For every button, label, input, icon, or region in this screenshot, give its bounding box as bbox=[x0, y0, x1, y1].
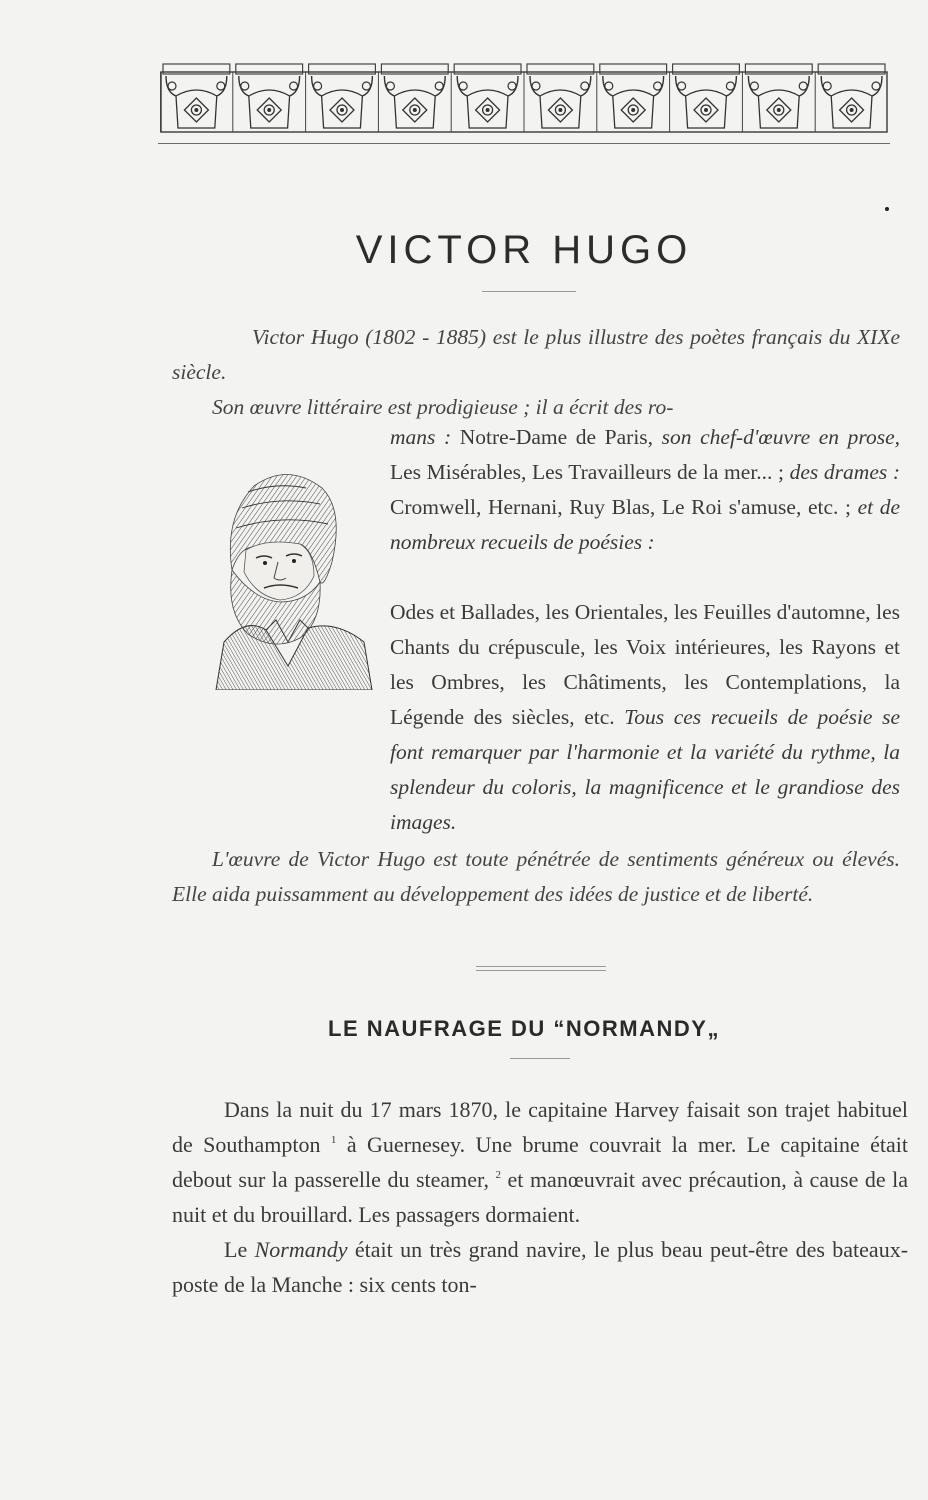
story-p1-part-a: Dans la nuit du 17 mars 1870, le capitaine Harvey faisait son trajet habituel de Southampton bbox=[172, 1097, 908, 1157]
story-p2-part-b: était un très grand navire, le plus beau peut-être des bateaux-poste de la Manche : six cents ton- bbox=[172, 1237, 909, 1297]
ornamental-frieze bbox=[160, 62, 888, 134]
frieze-tile bbox=[815, 64, 885, 132]
bio-text bbox=[390, 420, 900, 560]
story-paragraph-2 bbox=[172, 1232, 908, 1302]
poesies-titles: Odes et Ballades, les Orientales, les Feuilles d'automne, les Chants du crépuscule, les Voix intérieures, les Rayons et les Ombres, les Châtiments, les Contemplations, la Légende des siècles, etc. bbox=[390, 600, 900, 729]
section-rule-1 bbox=[476, 966, 606, 967]
section-rule-2 bbox=[476, 970, 606, 971]
drames-titles: Cromwell, Hernani, Ruy Blas, Le Roi s'amuse, etc. ; bbox=[390, 495, 851, 519]
intro bbox=[172, 320, 900, 425]
conclusion: L'œuvre de Victor Hugo est toute pénétrée de sentiments généreux ou élevés. Elle aida puissamment au développement des idées de justice et de liberté. bbox=[172, 847, 900, 906]
footnote-ref-1[interactable]: 1 bbox=[330, 1134, 337, 1146]
frieze-tile bbox=[597, 64, 667, 132]
bio-continuation bbox=[172, 595, 900, 840]
story-p2-part-a: Le bbox=[224, 1237, 248, 1262]
section-title: LE NAUFRAGE DU “NORMANDY„ bbox=[328, 1016, 720, 1041]
page-title: VICTOR HUGO bbox=[355, 228, 693, 272]
romans-note: son chef-d'œuvre en prose, bbox=[661, 425, 901, 449]
story-p1-part-c: et manœuvrait avec précaution, à cause de la nuit et du brouillard. Les passagers dormaient. bbox=[172, 1167, 909, 1227]
frieze-tile bbox=[378, 64, 448, 132]
frieze-rule bbox=[158, 143, 890, 144]
ink-speck bbox=[885, 207, 889, 211]
frieze-tile bbox=[524, 64, 594, 132]
ship-name: Normandy bbox=[254, 1237, 348, 1262]
frieze-tile bbox=[451, 64, 521, 132]
story-p1-part-b: à Guernesey. Une brume couvrait la mer. Le capitaine était debout sur la passerelle du steamer, bbox=[172, 1132, 909, 1192]
frieze-tile bbox=[233, 64, 303, 132]
romans-titles-2: Les Misérables, Les Travailleurs de la mer... ; bbox=[390, 460, 785, 484]
romans-label: mans : bbox=[390, 425, 452, 449]
romans-title-1: Notre-Dame de Paris, bbox=[459, 425, 654, 449]
intro-paragraph-2: Son œuvre littéraire est prodigieuse ; il a écrit des ro- bbox=[212, 395, 674, 419]
title-rule bbox=[482, 291, 576, 292]
story-paragraph-1 bbox=[172, 1092, 908, 1232]
frieze-tile bbox=[160, 64, 230, 132]
frieze-tile bbox=[742, 64, 812, 132]
frieze-tile bbox=[670, 64, 740, 132]
drames-label: des drames : bbox=[789, 460, 901, 484]
frieze-tile bbox=[306, 64, 376, 132]
poesies-label: et de nombreux recueils de poésies : bbox=[390, 495, 900, 554]
subtitle-rule bbox=[510, 1058, 570, 1059]
remarque: Tous ces recueils de poésie se font remarquer par l'harmonie et la variété du rythme, la splendeur du coloris, la magnificence et le grandiose des images. bbox=[390, 705, 900, 834]
footnote-ref-2[interactable]: 2 bbox=[495, 1169, 502, 1181]
intro-paragraph-1: Victor Hugo (1802 - 1885) est le plus illustre des poètes français du XIXe siècle. bbox=[172, 325, 900, 384]
story bbox=[172, 1092, 908, 1302]
